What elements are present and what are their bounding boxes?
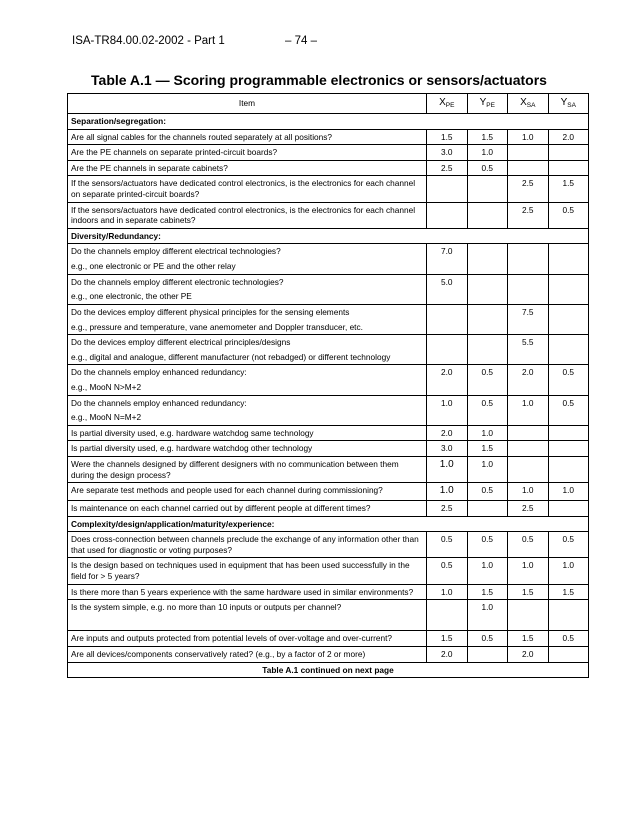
row-text: Are all signal cables for the channels routed separately at all positions? (68, 129, 427, 145)
value-ype (467, 274, 508, 304)
value-ype: 1.5 (467, 584, 508, 600)
row-question: Do the channels employ different electrical technologies? (71, 246, 281, 257)
value-xpe (427, 335, 468, 365)
row-question: Do the devices employ different electrical principles/designs (71, 337, 291, 348)
value-ype (467, 304, 508, 334)
table-row (68, 160, 589, 176)
value-ysa (548, 335, 589, 365)
table-row (68, 483, 589, 501)
value-ysa (548, 646, 589, 662)
row-text: Does cross-connection between channels preclude the exchange of any information other than that used for diagnostic or voting purposes? (68, 532, 427, 558)
value-ysa: 0.5 (548, 202, 589, 228)
value-ysa: 1.5 (548, 176, 589, 202)
value-ysa: 0.5 (548, 532, 589, 558)
value-xsa (508, 441, 549, 457)
value-ype: 0.5 (467, 532, 508, 558)
value-ysa (548, 304, 589, 334)
value-ype: 0.5 (467, 365, 508, 395)
row-example: e.g., MooN N>M+2 (71, 381, 142, 392)
value-ysa: 0.5 (548, 395, 589, 425)
value-xpe: 1.5 (427, 129, 468, 145)
value-ysa (548, 160, 589, 176)
value-ysa: 1.0 (548, 483, 589, 501)
value-xpe (427, 202, 468, 228)
table-row (68, 425, 589, 441)
value-xsa (508, 457, 549, 483)
header-ysa: $Y_{SA}$ (548, 94, 589, 114)
section-header-row (68, 114, 589, 130)
row-text (68, 365, 427, 395)
value-ysa: 1.5 (548, 584, 589, 600)
section-diversity: Diversity/Redundancy: (68, 228, 589, 244)
table-row (68, 145, 589, 161)
row-text: Are inputs and outputs protected from potential levels of over-voltage and over-current? (68, 631, 427, 647)
value-ysa (548, 145, 589, 161)
value-xsa (508, 145, 549, 161)
value-ysa (548, 457, 589, 483)
table-row (68, 365, 589, 395)
value-xsa: 2.5 (508, 176, 549, 202)
table-row (68, 600, 589, 631)
row-text (68, 304, 427, 334)
row-text: Are the PE channels on separate printed-circuit boards? (68, 145, 427, 161)
value-xsa (508, 244, 549, 274)
value-xsa (508, 425, 549, 441)
table-row (68, 176, 589, 202)
header-xpe: $X_{PE}$ (427, 94, 468, 114)
value-xpe: 0.5 (427, 558, 468, 584)
table-title: Table A.1 — Scoring programmable electronics or sensors/actuators (91, 72, 547, 88)
value-ysa: 1.0 (548, 558, 589, 584)
document-id: ISA-TR84.00.02-2002 - Part 1 (72, 35, 225, 47)
row-example: e.g., digital and analogue, different manufacturer (not rebadged) or different technology (71, 351, 391, 362)
row-text: Is there more than 5 years experience with the same hardware used in similar environments? (68, 584, 427, 600)
row-example: e.g., MooN N=M+2 (71, 412, 142, 423)
scoring-table (67, 93, 589, 678)
value-xpe: 1.0 (427, 584, 468, 600)
table-row (68, 558, 589, 584)
value-ype (467, 202, 508, 228)
row-text (68, 244, 427, 274)
row-question: Do the channels employ enhanced redundancy: (71, 367, 247, 378)
value-ysa (548, 425, 589, 441)
value-xsa: 1.5 (508, 584, 549, 600)
table-row (68, 646, 589, 662)
value-ysa (548, 441, 589, 457)
footer-row (68, 662, 589, 678)
table-row (68, 457, 589, 483)
value-xpe: 5.0 (427, 274, 468, 304)
value-xsa (508, 274, 549, 304)
value-ype: 1.0 (467, 558, 508, 584)
row-example: e.g., pressure and temperature, vane anemometer and Doppler transducer, etc. (71, 321, 363, 332)
row-text: If the sensors/actuators have dedicated control electronics, is the electronics for each channel on separate printed-circuit boards? (68, 176, 427, 202)
table-row (68, 244, 589, 274)
row-text: Is the system simple, e.g. no more than 10 inputs or outputs per channel? (68, 600, 427, 631)
row-text (68, 274, 427, 304)
value-xsa: 7.5 (508, 304, 549, 334)
value-ype (467, 176, 508, 202)
value-ysa: 0.5 (548, 631, 589, 647)
value-ype: 1.0 (467, 425, 508, 441)
value-xsa: 2.0 (508, 646, 549, 662)
value-xsa (508, 600, 549, 631)
value-xpe: 3.0 (427, 441, 468, 457)
value-xsa: 1.0 (508, 129, 549, 145)
table-row (68, 129, 589, 145)
row-text: Are separate test methods and people used for each channel during commissioning? (68, 483, 427, 501)
table-row (68, 501, 589, 517)
value-ysa (548, 600, 589, 631)
header-xsa: $X_{SA}$ (508, 94, 549, 114)
value-xsa: 5.5 (508, 335, 549, 365)
section-complexity: Complexity/design/application/maturity/experience: (68, 516, 589, 532)
value-xsa (508, 160, 549, 176)
row-text: Are all devices/components conservatively rated? (e.g., by a factor of 2 or more) (68, 646, 427, 662)
value-xpe: 1.0 (427, 457, 468, 483)
table-row (68, 335, 589, 365)
value-xpe: 2.5 (427, 501, 468, 517)
value-xsa: 1.0 (508, 483, 549, 501)
value-ysa: 0.5 (548, 365, 589, 395)
section-separation: Separation/segregation: (68, 114, 589, 130)
row-question: Do the devices employ different physical principles for the sensing elements (71, 306, 350, 317)
section-header-row (68, 516, 589, 532)
table-row (68, 532, 589, 558)
value-xsa: 2.0 (508, 365, 549, 395)
row-text (68, 395, 427, 425)
value-ype: 1.0 (467, 600, 508, 631)
row-example: e.g., one electronic, the other PE (71, 291, 192, 302)
value-xpe (427, 600, 468, 631)
value-xsa: 0.5 (508, 532, 549, 558)
value-xpe: 2.0 (427, 425, 468, 441)
value-ype: 1.5 (467, 441, 508, 457)
value-xpe: 2.5 (427, 160, 468, 176)
value-xpe (427, 176, 468, 202)
value-xpe: 0.5 (427, 532, 468, 558)
value-ype: 1.0 (467, 457, 508, 483)
value-ype: 0.5 (467, 631, 508, 647)
row-text: Are the PE channels in separate cabinets? (68, 160, 427, 176)
table-row (68, 441, 589, 457)
value-ype (467, 501, 508, 517)
value-ysa (548, 274, 589, 304)
row-text: Is partial diversity used, e.g. hardware watchdog other technology (68, 441, 427, 457)
row-text: Were the channels designed by different designers with no communication between them during the design process? (68, 457, 427, 483)
value-ype: 0.5 (467, 483, 508, 501)
value-ype: 0.5 (467, 160, 508, 176)
row-text: If the sensors/actuators have dedicated control electronics, is the electronics for each channel indoors and in separate cabinets? (68, 202, 427, 228)
page-number: – 74 – (285, 35, 317, 47)
value-ysa (548, 244, 589, 274)
value-ype: 0.5 (467, 395, 508, 425)
table-row (68, 631, 589, 647)
table-row (68, 274, 589, 304)
header-row (68, 94, 589, 114)
value-xsa: 2.5 (508, 202, 549, 228)
value-xpe: 2.0 (427, 365, 468, 395)
value-xpe: 3.0 (427, 145, 468, 161)
value-xsa: 1.0 (508, 558, 549, 584)
header-ype: $Y_{PE}$ (467, 94, 508, 114)
row-text (68, 335, 427, 365)
value-ype (467, 244, 508, 274)
header-item: Item (68, 94, 427, 114)
value-ype (467, 335, 508, 365)
value-ype: 1.0 (467, 145, 508, 161)
value-xpe: 1.0 (427, 483, 468, 501)
table-row (68, 202, 589, 228)
value-xpe (427, 304, 468, 334)
row-text: Is maintenance on each channel carried out by different people at different times? (68, 501, 427, 517)
table-row (68, 304, 589, 334)
value-xpe: 7.0 (427, 244, 468, 274)
section-header-row (68, 228, 589, 244)
row-example: e.g., one electronic or PE and the other relay (71, 261, 236, 272)
value-xpe: 1.0 (427, 395, 468, 425)
value-ysa (548, 501, 589, 517)
row-question: Do the channels employ enhanced redundancy: (71, 397, 247, 408)
table-row (68, 395, 589, 425)
value-xsa: 2.5 (508, 501, 549, 517)
table-continued-note: Table A.1 continued on next page (68, 662, 589, 678)
row-question: Do the channels employ different electronic technologies? (71, 276, 284, 287)
value-ysa: 2.0 (548, 129, 589, 145)
value-xpe: 2.0 (427, 646, 468, 662)
value-ype: 1.5 (467, 129, 508, 145)
value-ype (467, 646, 508, 662)
value-xpe: 1.5 (427, 631, 468, 647)
value-xsa: 1.0 (508, 395, 549, 425)
row-text: Is the design based on techniques used in equipment that has been used successfully in the field for > 5 years? (68, 558, 427, 584)
value-xsa: 1.5 (508, 631, 549, 647)
row-text: Is partial diversity used, e.g. hardware watchdog same technology (68, 425, 427, 441)
table-row (68, 584, 589, 600)
